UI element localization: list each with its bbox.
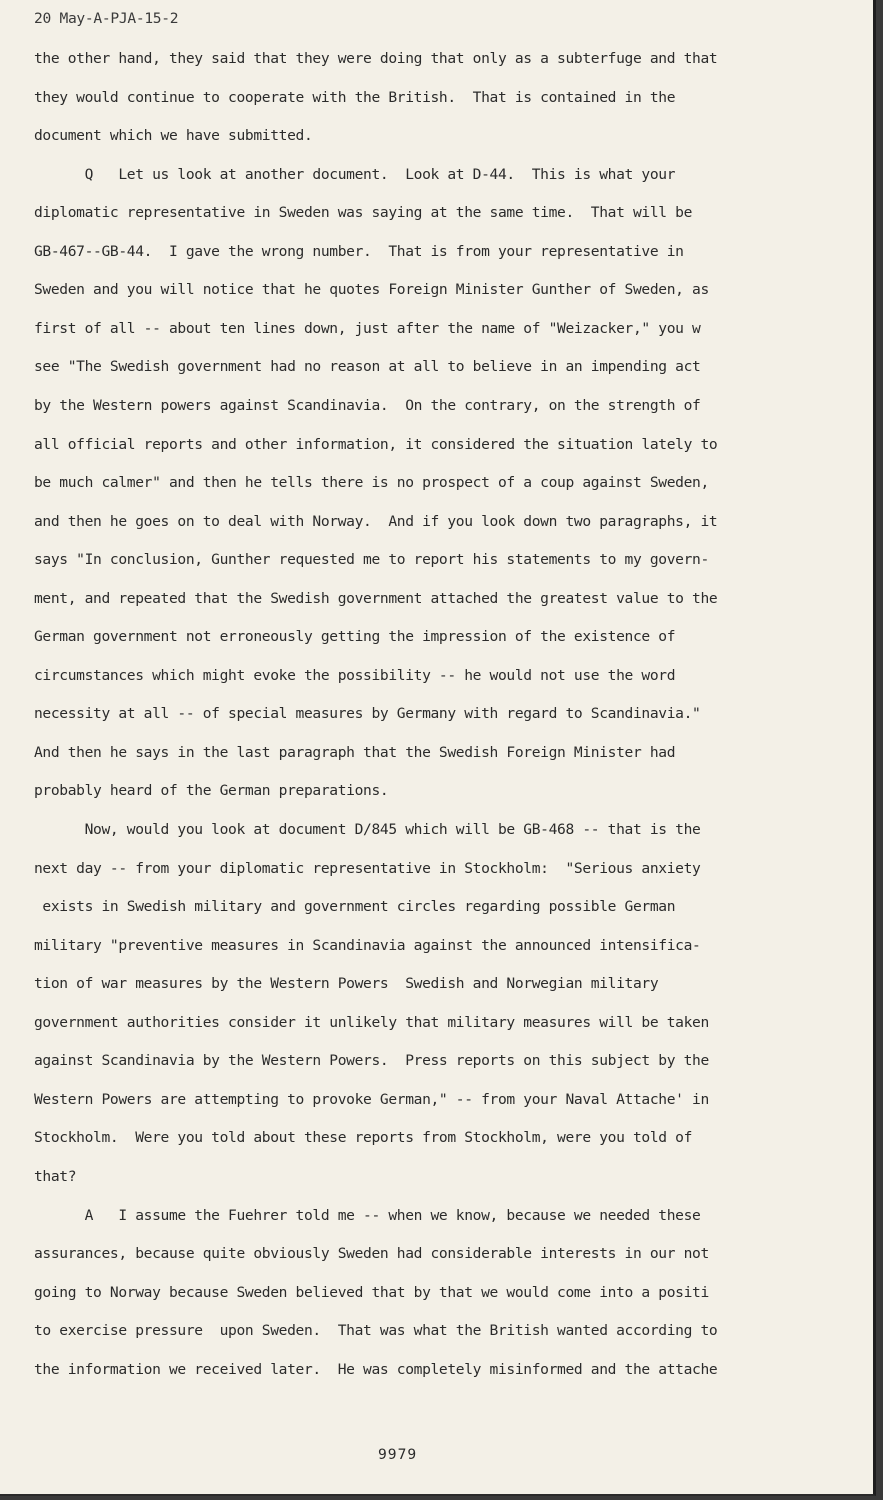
text-line: the other hand, they said that they were doing that only as a subterfuge and that <box>34 50 718 67</box>
text-line: they would continue to cooperate with the British. That is contained in the <box>34 88 676 106</box>
text-line: ment, and repeated that the Swedish government attached the greatest value to the <box>34 589 718 607</box>
text-line: all official reports and other information, it considered the situation lately to <box>34 435 718 453</box>
text-line: says "In conclusion, Gunther requested me to report his statements to my govern- <box>34 551 709 569</box>
text-line: assurances, because quite obviously Sweden had considerable interests in our not <box>34 1245 709 1263</box>
text-line: GB-467--GB-44. I gave the wrong number. That is from your representative in <box>34 242 684 260</box>
text-line: exists in Swedish military and government circles regarding possible German <box>34 898 676 916</box>
text-line: be much calmer" and then he tells there is no prospect of a coup against Sweden, <box>34 474 709 492</box>
text-line: necessity at all -- of special measures by Germany with regard to Scandinavia." <box>34 705 701 723</box>
text-line: Stockholm. Were you told about these reports from Stockholm, were you told of <box>34 1129 693 1147</box>
document-reference: 20 May-A-PJA-15-2 <box>34 10 179 27</box>
text-line: against Scandinavia by the Western Powers. Press reports on this subject by the <box>34 1052 709 1070</box>
text-line: diplomatic representative in Sweden was saying at the same time. That will be <box>34 204 693 222</box>
text-line: see "The Swedish government had no reason at all to believe in an impending act <box>34 358 701 376</box>
text-line: German government not erroneously getting the impression of the existence of <box>34 628 676 646</box>
text-line: Now, would you look at document D/845 which will be GB-468 -- that is the <box>34 821 701 838</box>
text-line: going to Norway because Sweden believed that by that we would come into a positi <box>34 1283 709 1301</box>
text-line: A I assume the Fuehrer told me -- when we know, because we needed these <box>34 1206 701 1224</box>
text-line: the information we received later. He was completely misinformed and the attache <box>34 1360 718 1378</box>
text-line: by the Western powers against Scandinavia. On the contrary, on the strength of <box>34 396 701 414</box>
text-line: next day -- from your diplomatic representative in Stockholm: "Serious anxiety <box>34 859 701 877</box>
text-line: military "preventive measures in Scandinavia against the announced intensifica- <box>34 936 701 954</box>
text-line: first of all -- about ten lines down, just after the name of "Weizacker," you w <box>34 319 701 337</box>
text-line: document which we have submitted. <box>34 127 313 145</box>
text-line: Sweden and you will notice that he quotes Foreign Minister Gunther of Sweden, as <box>34 281 709 299</box>
text-line: Western Powers are attempting to provoke German," -- from your Naval Attache' in <box>34 1090 709 1108</box>
text-line: circumstances which might evoke the possibility -- he would not use the word <box>34 666 676 684</box>
text-line: that? <box>34 1167 77 1185</box>
text-line: to exercise pressure upon Sweden. That was what the British wanted according to <box>34 1322 718 1340</box>
text-line: probably heard of the German preparations. <box>34 782 389 800</box>
text-line: and then he goes on to deal with Norway. And if you look down two paragraphs, it <box>34 512 718 530</box>
text-line: Q Let us look at another document. Look at D-44. This is what your <box>34 165 676 183</box>
text-line: tion of war measures by the Western Powers Swedish and Norwegian military <box>34 975 659 993</box>
page-number: 9979 <box>378 1446 418 1463</box>
text-line: government authorities consider it unlikely that military measures will be taken <box>34 1013 709 1031</box>
text-line: And then he says in the last paragraph that the Swedish Foreign Minister had <box>34 743 676 761</box>
